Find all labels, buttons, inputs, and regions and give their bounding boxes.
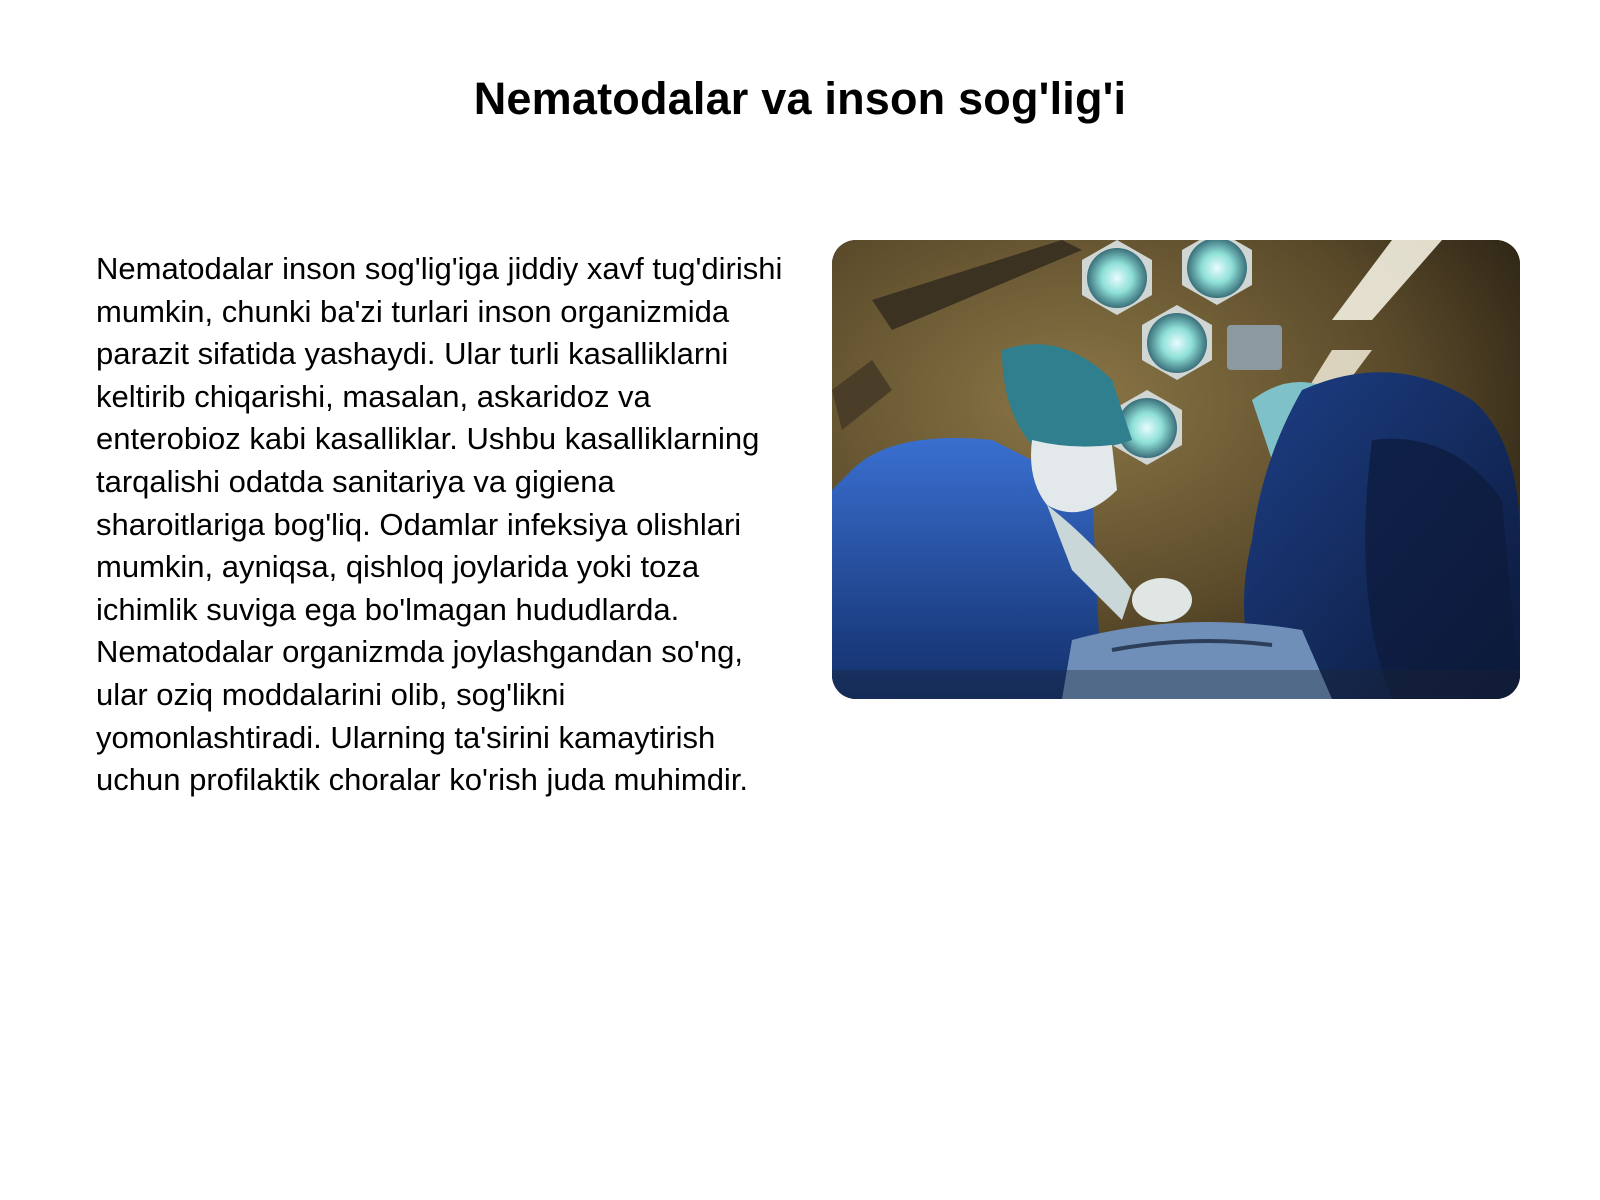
slide-title: Nematodalar va inson sog'lig'i [473,73,1127,124]
body-paragraph: Nematodalar inson sog'lig'iga jiddiy xavf tug'dirishi mumkin, chunki ba'zi turlari inson organizmida parazit sifatida yashaydi. Ular turli kasalliklarni keltirib chiqarishi, masalan, askaridoz va enterobioz kabi kasalliklar. Ushbu kasalliklarning tarqalishi odatda sanitariya va gigiena sharoitlariga bog'liq. Odamlar infeksiya olishlari mumkin, ayniqsa, qishloq joylarida yoki toza ichimlik suviga ega bo'lmagan hududlarda. Nematodalar organizmda joylashgandan so'ng, ular oziq moddalarini olib, sog'likni yomonlashtiradi. Ularning ta'sirini kamaytirish uchun profilaktik choralar ko'rish juda muhimdir. [96,251,783,798]
surgery-photo [832,240,1520,699]
